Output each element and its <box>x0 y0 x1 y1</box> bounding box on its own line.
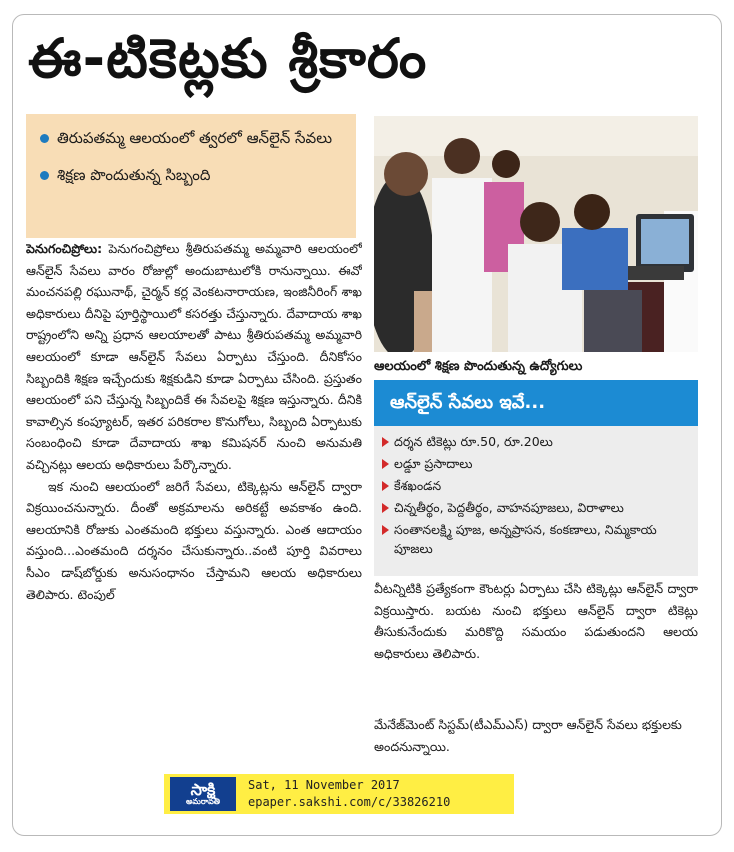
service-item <box>382 498 690 517</box>
highlight-item <box>40 126 342 151</box>
highlight-text: శిక్షణ పొందుతున్న సిబ్బంది <box>57 166 211 184</box>
publish-date: Sat, 11 November 2017 <box>248 778 400 792</box>
triangle-bullet-icon <box>382 503 389 513</box>
triangle-bullet-icon <box>382 481 389 491</box>
service-text: దర్శన టికెట్లు రూ.50, రూ.20లు <box>394 434 553 449</box>
service-item <box>382 520 690 558</box>
photo-illustration <box>374 116 698 352</box>
article-body <box>26 238 362 778</box>
epaper-url[interactable]: epaper.sakshi.com/c/33826210 <box>248 795 451 809</box>
services-title: ఆన్‌లైన్ సేవలు ఇవే... <box>374 380 698 426</box>
bullet-dot-icon <box>40 171 49 180</box>
headline: ఈ-టికెట్లకు శ్రీకారం <box>28 27 428 90</box>
highlight-text: తిరుపతమ్మ ఆలయంలో త్వరలో ఆన్‌లైన్ సేవలు <box>57 129 333 147</box>
epaper-footer <box>164 774 514 814</box>
service-item <box>382 476 690 495</box>
right-column-continuation <box>374 714 698 774</box>
footer-meta <box>248 777 450 811</box>
highlight-item <box>40 163 342 188</box>
service-text: లడ్డూ ప్రసాదాలు <box>394 456 473 471</box>
logo-subtext: అమరావతి <box>185 796 221 806</box>
article-photo <box>374 116 698 352</box>
body-text: పెనుగంచిప్రోలు శ్రీతిరుపతమ్మ అమ్మవారి ఆలయంలో ఆన్‌లైన్ సేవలు వారం రోజుల్లో అందుబాటులోకి రానున్నాయి. ఈవో మంచనపల్లి రఘునాథ్, చైర్మన్ కర్ల వెంకటనారాయణ, ఇంజినీరింగ్ శాఖ అధికారులు దీనిపై పూర్తిస్థాయిలో కసరత్తు చేస్తున్నారు. దేవాదాయ శాఖ రాష్ట్రంలోని అన్ని ప్రధాన ఆలయాలతో పాటు శ్రీతిరుపతమ్మ అమ్మవారి ఆలయంలో కూడా ఆన్‌లైన్ సేవలు ఏర్పాటు చేస్తుంది. దీనికోసం సిబ్బందికి శిక్షణ ఇచ్చేందుకు శిక్షకుడిని కూడా ఏర్పాటు చేసింది. ప్రస్తుతం ఆలయంలో పని చేస్తున్న సిబ్బందికే ఈ సేవలపై శిక్షణ ఇస్తున్నారు. దీనికి కావాల్సిన కంప్యూటర్, ఇతర పరికరాల కొనుగోలు, సిబ్బంది ఏర్పాటుకు సంబంధించి కూడా దేవాదాయ శాఖ కమిషనర్ నుంచి అనుమతి వచ్చినట్లు ఆలయ అధికారులు పేర్కొన్నారు. <box>26 241 362 472</box>
service-text: సంతానలక్ష్మి పూజ, అన్నప్రాసన, కంకణాలు, నిమ్మకాయ పూజలు <box>394 522 657 556</box>
body-paragraph: వీటన్నిటికి ప్రత్యేకంగా కౌంటర్లు ఏర్పాటు చేసి టిక్కెట్లు ఆన్‌లైన్ ద్వారా విక్రయిస్తారు. బయట నుంచి భక్తులు ఆన్‌లైన్ ద్వారా టికెట్లు తీసుకునేందుకు మరికొద్ది సమయం పడుతుందని ఆలయ అధికారులు తెలిపారు. <box>374 581 698 661</box>
service-text: కేశఖండన <box>394 478 442 493</box>
service-text: చిన్నతీర్థం, పెద్దతీర్థం, వాహనపూజలు, విరాళాలు <box>394 500 624 515</box>
body-paragraph: మేనేజ్‌మెంట్ సిస్టమ్(టీఎమ్ఎస్) ద్వారా ఆన్‌లైన్ సేవలు భక్తులకు అందనున్నాయి. <box>374 717 682 754</box>
services-list <box>374 426 698 558</box>
sakshi-logo <box>170 777 236 811</box>
triangle-bullet-icon <box>382 459 389 469</box>
triangle-bullet-icon <box>382 437 389 447</box>
highlights-box <box>26 114 356 238</box>
logo-text: సాక్షి <box>190 779 216 799</box>
online-services-box <box>374 380 698 576</box>
service-item <box>382 454 690 473</box>
photo-caption: ఆలయంలో శిక్షణ పొందుతున్న ఉద్యోగులు <box>374 359 583 374</box>
right-column-text <box>374 578 698 708</box>
triangle-bullet-icon <box>382 525 389 535</box>
body-paragraph: ఇక నుంచి ఆలయంలో జరిగే సేవలు, టిక్కెట్లను ఆన్‌లైన్ ద్వారా విక్రయించనున్నారు. దీంతో అక్రమాలను అరికట్టే అవకాశం ఉంది. ఆలయానికి రోజుకు ఎంతమంది భక్తులు వస్తున్నారు. ఎంత ఆదాయం వస్తుంది...ఎంతమంది దర్శనం చేసుకున్నారు..వంటి పూర్తి వివరాలు సీఎం డాష్‌బోర్డుకు అనుసంధానం చేస్తామని ఆలయ అధికారులు తెలిపారు. టెంపుల్ <box>26 478 362 602</box>
service-item <box>382 432 690 451</box>
bullet-dot-icon <box>40 134 49 143</box>
body-paragraph <box>26 238 362 476</box>
dateline: పెనుగంచిప్రోలు: <box>26 241 103 256</box>
